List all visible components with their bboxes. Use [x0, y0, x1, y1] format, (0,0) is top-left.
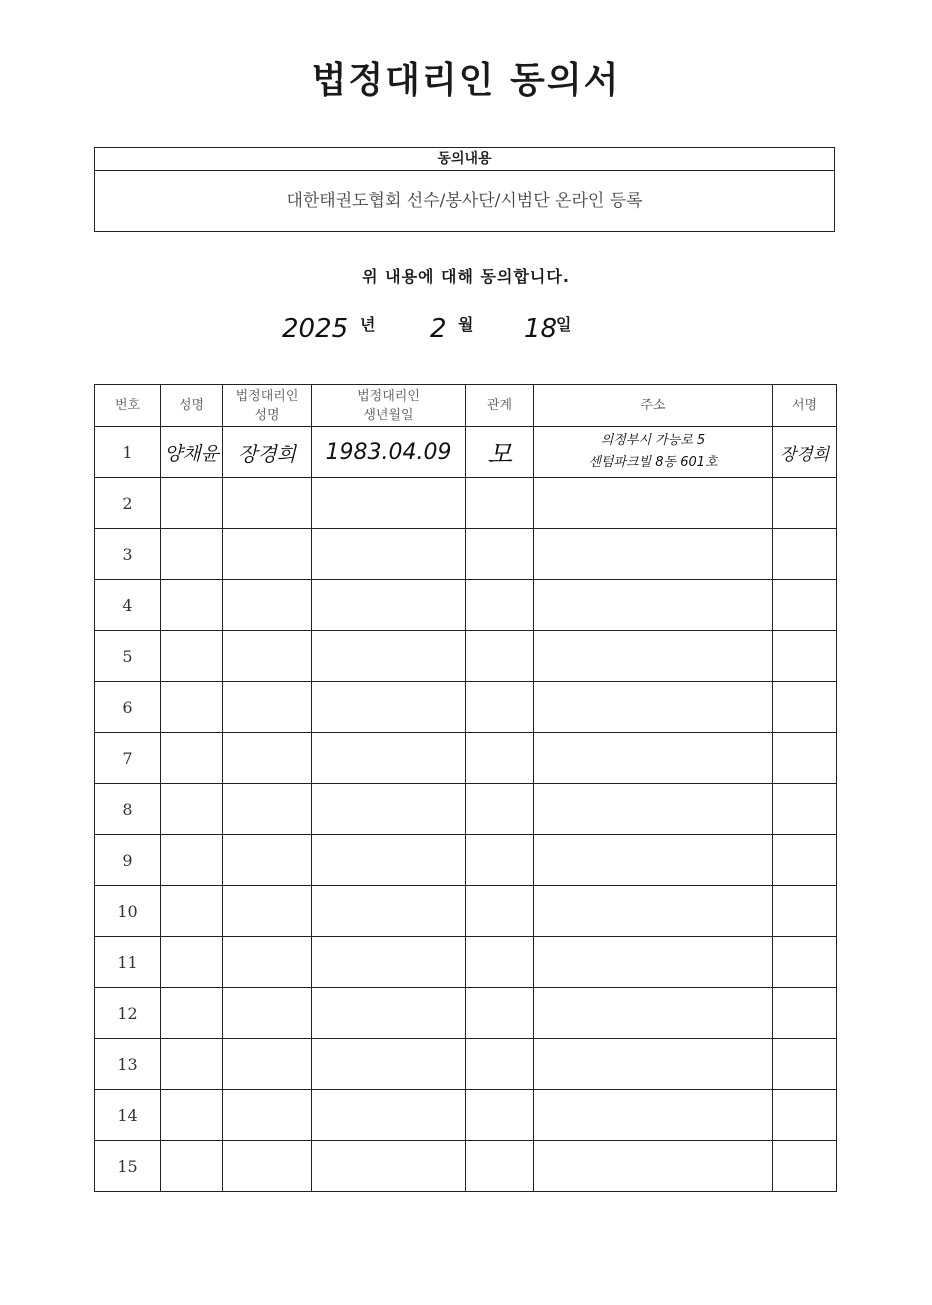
guardian-birthdate — [312, 886, 466, 937]
relation — [466, 733, 534, 784]
student-name — [161, 835, 223, 886]
guardian-birthdate — [312, 733, 466, 784]
header-guardian-name — [223, 385, 312, 427]
signature — [773, 886, 837, 937]
student-name — [161, 631, 223, 682]
signature — [773, 784, 837, 835]
signature — [773, 835, 837, 886]
table-row — [95, 631, 837, 682]
table-row — [95, 1039, 837, 1090]
header-relation: 관계 — [466, 385, 534, 427]
relation — [466, 784, 534, 835]
guardian-birthdate — [312, 937, 466, 988]
row-number: 5 — [95, 631, 161, 682]
relation — [466, 886, 534, 937]
guardian-name — [223, 1090, 312, 1141]
address — [534, 835, 773, 886]
guardian-name — [223, 733, 312, 784]
row-number: 3 — [95, 529, 161, 580]
guardian-name — [223, 631, 312, 682]
table-row — [95, 682, 837, 733]
address — [534, 937, 773, 988]
address — [534, 1039, 773, 1090]
document-title: 법정대리인 동의서 — [311, 60, 621, 101]
row-number: 8 — [95, 784, 161, 835]
header-guardian-name-line1: 법정대리인 — [235, 388, 299, 404]
relation — [466, 835, 534, 886]
date-month: 2 — [430, 314, 447, 344]
table-row — [95, 580, 837, 631]
table-row — [95, 988, 837, 1039]
guardian-birthdate — [312, 682, 466, 733]
table-row — [95, 529, 837, 580]
guardian-birthdate — [312, 988, 466, 1039]
table-row — [95, 733, 837, 784]
guardian-birthdate — [312, 529, 466, 580]
guardian-name — [223, 988, 312, 1039]
signature — [773, 733, 837, 784]
relation — [466, 988, 534, 1039]
guardian-table — [94, 384, 837, 1192]
row-number: 9 — [95, 835, 161, 886]
student-name — [161, 478, 223, 529]
signature — [773, 1090, 837, 1141]
address-line2: 센텀파크빌 8동 601호 — [588, 455, 718, 470]
address-line1: 의정부시 가능로 5 — [600, 433, 706, 448]
guardian-name — [223, 682, 312, 733]
row-number: 2 — [95, 478, 161, 529]
student-name — [161, 1090, 223, 1141]
student-name — [161, 733, 223, 784]
table-row — [95, 1090, 837, 1141]
address — [534, 427, 773, 478]
signature — [773, 1039, 837, 1090]
header-guardian-birth-line1: 법정대리인 — [357, 388, 420, 404]
student-name — [161, 1141, 223, 1192]
student-name: 양채윤 — [161, 427, 223, 478]
consent-text: 대한태권도협회 선수/봉사단/시범단 온라인 등록 — [286, 191, 643, 211]
row-number: 7 — [95, 733, 161, 784]
guardian-birthdate — [312, 784, 466, 835]
address — [534, 733, 773, 784]
student-name — [161, 1039, 223, 1090]
table-row — [95, 886, 837, 937]
guardian-name: 장경희 — [223, 427, 312, 478]
guardian-name — [223, 1141, 312, 1192]
consent-content-box — [94, 147, 835, 232]
guardian-birthdate — [312, 1141, 466, 1192]
row-number: 10 — [95, 886, 161, 937]
date-day-unit: 일 — [556, 315, 572, 334]
relation — [466, 1090, 534, 1141]
guardian-name — [223, 478, 312, 529]
signature — [773, 529, 837, 580]
signature — [773, 988, 837, 1039]
row-number: 1 — [95, 427, 161, 478]
row-number: 6 — [95, 682, 161, 733]
guardian-birthdate — [312, 835, 466, 886]
relation — [466, 478, 534, 529]
relation — [466, 1141, 534, 1192]
table-row — [95, 784, 837, 835]
row-number: 13 — [95, 1039, 161, 1090]
address — [534, 886, 773, 937]
table-row — [95, 427, 837, 478]
table-row — [95, 478, 837, 529]
agreement-statement: 위 내용에 대해 동의합니다. — [362, 267, 570, 286]
address — [534, 784, 773, 835]
row-number: 15 — [95, 1141, 161, 1192]
consent-heading: 동의내용 — [95, 148, 834, 171]
guardian-birthdate — [312, 631, 466, 682]
relation — [466, 631, 534, 682]
guardian-name — [223, 1039, 312, 1090]
header-guardian-name-line2: 성명 — [254, 407, 280, 423]
guardian-name — [223, 937, 312, 988]
relation — [466, 682, 534, 733]
header-name: 성명 — [161, 385, 223, 427]
guardian-birthdate — [312, 580, 466, 631]
student-name — [161, 682, 223, 733]
date-year-unit: 년 — [360, 315, 376, 334]
signature: 장경희 — [773, 427, 837, 478]
relation — [466, 1039, 534, 1090]
address — [534, 580, 773, 631]
student-name — [161, 988, 223, 1039]
relation: 모 — [466, 427, 534, 478]
relation — [466, 937, 534, 988]
student-name — [161, 580, 223, 631]
student-name — [161, 886, 223, 937]
student-name — [161, 784, 223, 835]
date-day: 18 — [524, 314, 558, 344]
row-number: 4 — [95, 580, 161, 631]
row-number: 12 — [95, 988, 161, 1039]
guardian-birthdate — [312, 1039, 466, 1090]
date-year: 2025 — [282, 314, 349, 344]
table-row — [95, 835, 837, 886]
guardian-name — [223, 529, 312, 580]
student-name — [161, 529, 223, 580]
date-month-unit: 월 — [458, 315, 474, 334]
relation — [466, 529, 534, 580]
guardian-name — [223, 835, 312, 886]
table-row — [95, 1141, 837, 1192]
signature — [773, 1141, 837, 1192]
header-guardian-birth — [312, 385, 466, 427]
address — [534, 1090, 773, 1141]
guardian-birthdate: 1983.04.09 — [312, 427, 466, 478]
address — [534, 529, 773, 580]
row-number: 14 — [95, 1090, 161, 1141]
guardian-birthdate — [312, 1090, 466, 1141]
row-number: 11 — [95, 937, 161, 988]
header-address: 주소 — [534, 385, 773, 427]
student-name — [161, 937, 223, 988]
guardian-name — [223, 580, 312, 631]
guardian-name — [223, 784, 312, 835]
relation — [466, 580, 534, 631]
signature — [773, 580, 837, 631]
table-header-row — [95, 385, 837, 427]
header-guardian-birth-line2: 생년월일 — [363, 407, 414, 423]
guardian-birthdate — [312, 478, 466, 529]
signature — [773, 631, 837, 682]
table-row — [95, 937, 837, 988]
address — [534, 682, 773, 733]
address — [534, 1141, 773, 1192]
signature — [773, 937, 837, 988]
header-signature: 서명 — [773, 385, 837, 427]
header-no: 번호 — [95, 385, 161, 427]
address — [534, 988, 773, 1039]
signature — [773, 478, 837, 529]
signature — [773, 682, 837, 733]
address — [534, 478, 773, 529]
guardian-name — [223, 886, 312, 937]
address — [534, 631, 773, 682]
